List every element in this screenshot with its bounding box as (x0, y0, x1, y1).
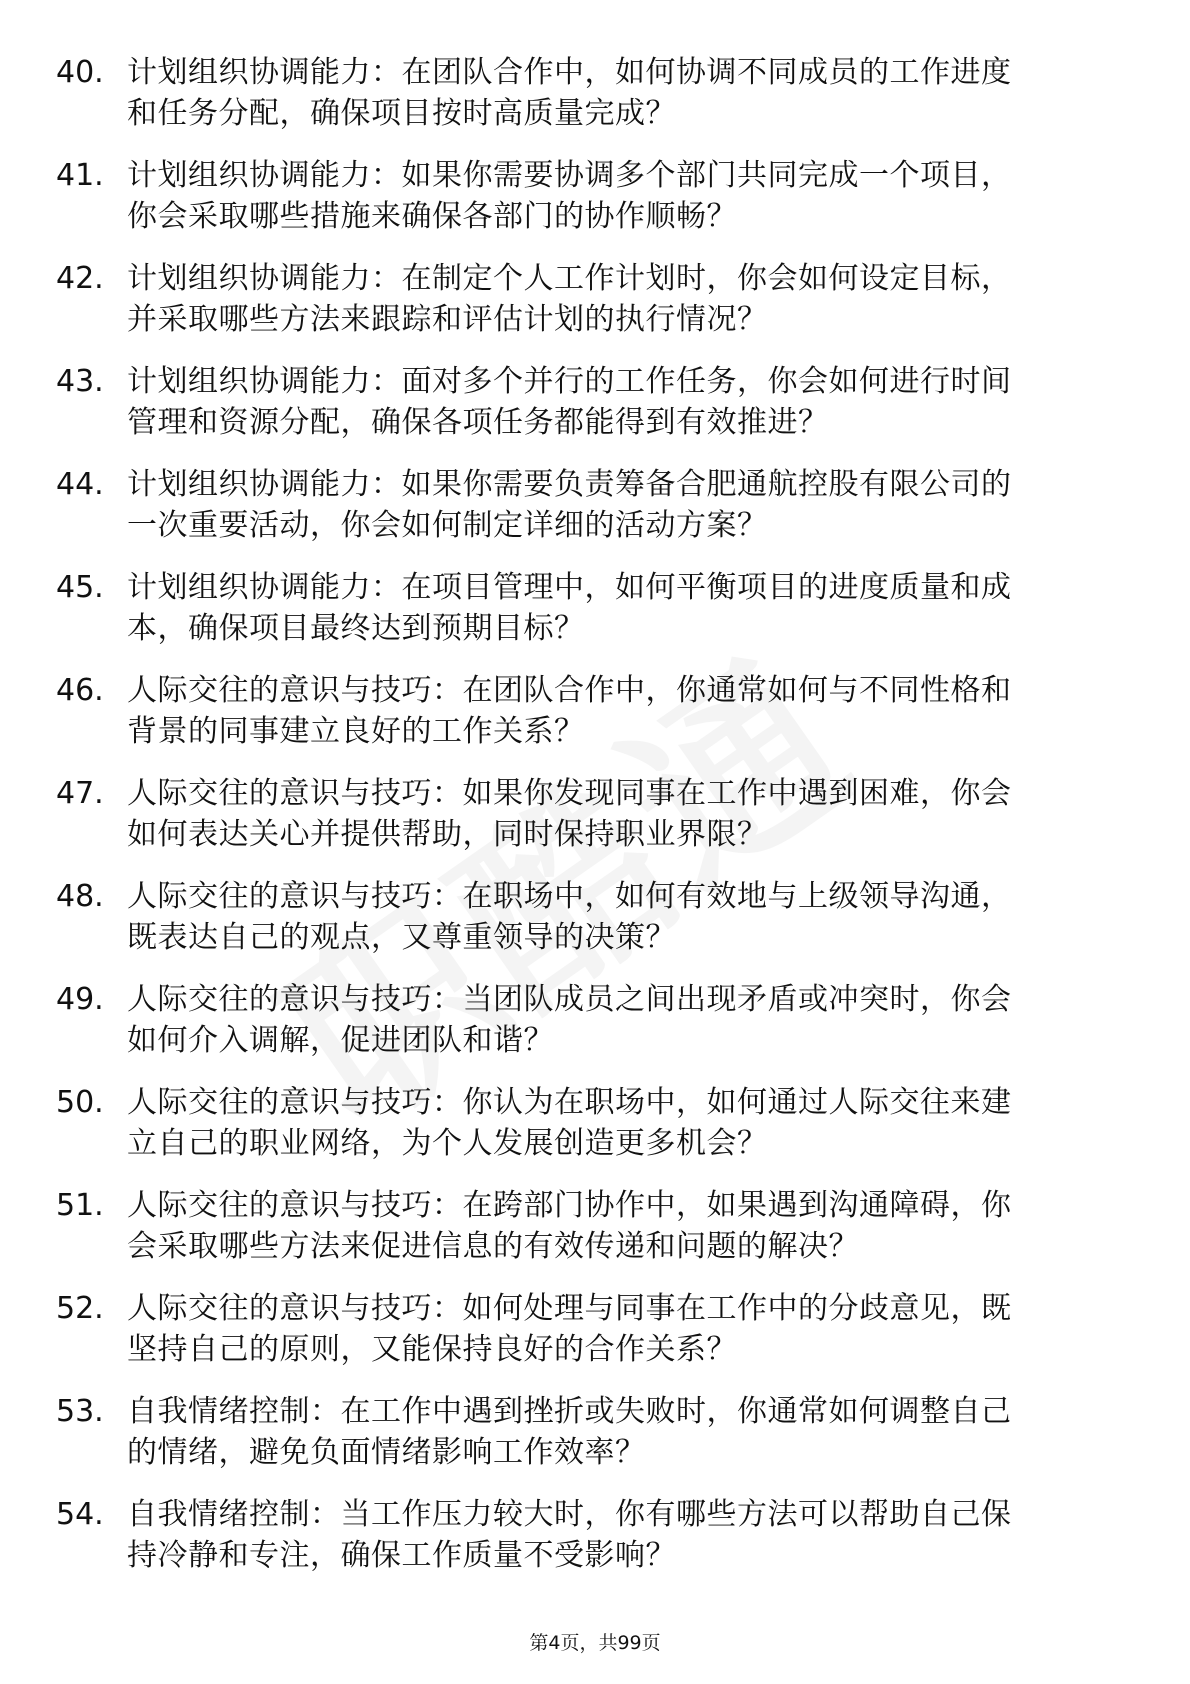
question-text: 计划组织协调能力：在项目管理中，如何平衡项目的进度质量和成本，确保项目最终达到预期目标？ (127, 570, 1012, 646)
question-item (0, 464, 1190, 546)
question-item (0, 1494, 1190, 1576)
question-number: 50. (56, 1085, 104, 1120)
question-text: 自我情绪控制：当工作压力较大时，你有哪些方法可以帮助自己保持冷静和专注，确保工作质量不受影响？ (127, 1497, 1012, 1573)
question-number: 52. (56, 1291, 104, 1326)
question-number: 54. (56, 1497, 104, 1532)
question-number: 44. (56, 467, 104, 502)
question-item (0, 979, 1190, 1061)
question-number: 51. (56, 1188, 104, 1223)
question-item (0, 567, 1190, 649)
question-item (0, 1082, 1190, 1164)
question-item (0, 670, 1190, 752)
question-text: 计划组织协调能力：在团队合作中，如何协调不同成员的工作进度和任务分配，确保项目按时高质量完成？ (127, 55, 1012, 131)
question-text: 人际交往的意识与技巧：在团队合作中，你通常如何与不同性格和背景的同事建立良好的工作关系？ (127, 673, 1012, 749)
question-number: 49. (56, 982, 104, 1017)
question-text: 人际交往的意识与技巧：你认为在职场中，如何通过人际交往来建立自己的职业网络，为个人发展创造更多机会？ (127, 1085, 1012, 1161)
page-footer: 第4页，共99页 (529, 1632, 661, 1654)
question-text: 计划组织协调能力：面对多个并行的工作任务，你会如何进行时间管理和资源分配，确保各项任务都能得到有效推进？ (127, 364, 1012, 440)
question-item (0, 155, 1190, 237)
question-list (0, 52, 1190, 1597)
question-number: 43. (56, 364, 104, 399)
question-text: 人际交往的意识与技巧：如何处理与同事在工作中的分歧意见，既坚持自己的原则，又能保持良好的合作关系？ (127, 1291, 1012, 1367)
question-number: 41. (56, 158, 104, 193)
question-number: 42. (56, 261, 104, 296)
question-text: 计划组织协调能力：如果你需要负责筹备合肥通航控股有限公司的一次重要活动，你会如何制定详细的活动方案？ (127, 467, 1012, 543)
question-text: 人际交往的意识与技巧：在职场中，如何有效地与上级领导沟通，既表达自己的观点，又尊重领导的决策？ (127, 879, 1012, 955)
question-number: 40. (56, 55, 104, 90)
question-text: 人际交往的意识与技巧：在跨部门协作中，如果遇到沟通障碍，你会采取哪些方法来促进信息的有效传递和问题的解决？ (127, 1188, 1012, 1264)
question-text: 自我情绪控制：在工作中遇到挫折或失败时，你通常如何调整自己的情绪，避免负面情绪影响工作效率？ (127, 1394, 1012, 1470)
question-number: 45. (56, 570, 104, 605)
question-text: 人际交往的意识与技巧：当团队成员之间出现矛盾或冲突时，你会如何介入调解，促进团队和谐？ (127, 982, 1012, 1058)
question-number: 47. (56, 776, 104, 811)
question-text: 计划组织协调能力：在制定个人工作计划时，你会如何设定目标，并采取哪些方法来跟踪和评估计划的执行情况？ (127, 261, 1012, 337)
question-item (0, 876, 1190, 958)
question-text: 人际交往的意识与技巧：如果你发现同事在工作中遇到困难，你会如何表达关心并提供帮助，同时保持职业界限？ (127, 776, 1012, 852)
question-text: 计划组织协调能力：如果你需要协调多个部门共同完成一个项目，你会采取哪些措施来确保各部门的协作顺畅？ (127, 158, 1012, 234)
question-item (0, 773, 1190, 855)
question-item (0, 1391, 1190, 1473)
question-number: 53. (56, 1394, 104, 1429)
question-item (0, 258, 1190, 340)
question-item (0, 52, 1190, 134)
question-number: 46. (56, 673, 104, 708)
question-item (0, 361, 1190, 443)
question-item (0, 1288, 1190, 1370)
question-item (0, 1185, 1190, 1267)
question-number: 48. (56, 879, 104, 914)
